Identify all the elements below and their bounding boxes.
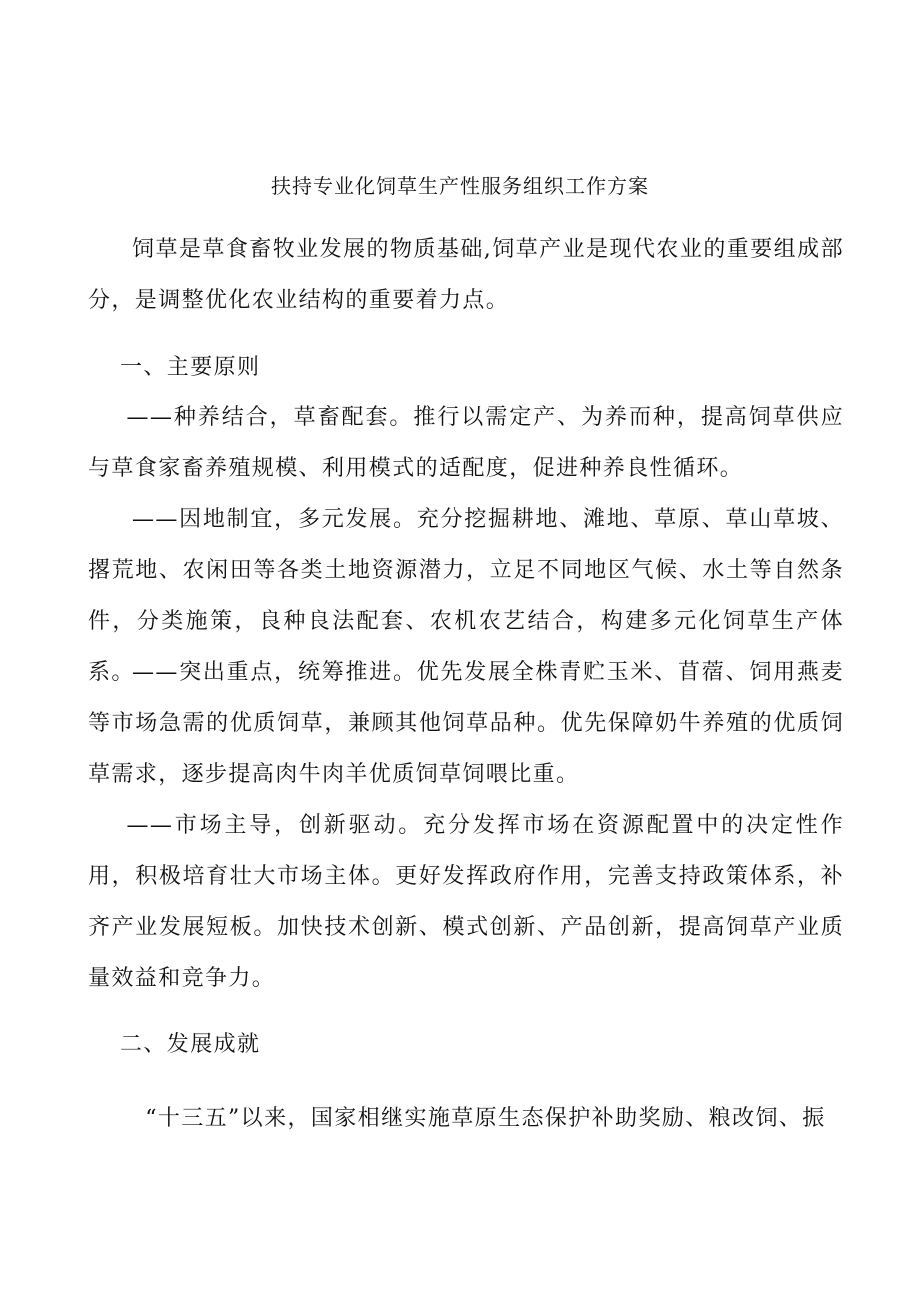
principle-paragraph: ——因地制宜，多元发展。充分挖掘耕地、滩地、草原、草山草坡、撂荒地、农闲田等各类土地资源潜力，立足不同地区气候、水土等自然条件，分类施策，良种良法配套、农机农艺结合，构建多元化饲草生产体系。	[88, 507, 844, 685]
section-heading-principles: 一、主要原则	[120, 355, 261, 380]
section-heading-achievements: 二、发展成就	[120, 1032, 261, 1057]
principle-paragraph: ——市场主导，创新驱动。充分发挥市场在资源配置中的决定性作用，积极培育壮大市场主体。更好发挥政府作用，完善支持政策体系，补齐产业发展短板。加快技术创新、模式创新、产品创新，提高饲草产业质量效益和竞争力。	[88, 813, 844, 991]
achievement-paragraph: “十三五”以来，国家相继实施草原生态保护补助奖励、粮改饲、振	[145, 1106, 826, 1131]
intro-paragraph: 饲草是草食畜牧业发展的物质基础,饲草产业是现代农业的重要组成部分，是调整优化农业结构的重要着力点。	[88, 237, 844, 313]
document-title: 扶持专业化饲草生产性服务组织工作方案	[271, 174, 649, 198]
principle-paragraph: ——突出重点，统筹推进。优先发展全株青贮玉米、苜蓿、饲用燕麦等市场急需的优质饲草，兼顾其他饲草品种。优先保障奶牛养殖的优质饲草需求，逐步提高肉牛肉羊优质饲草饲喂比重。	[88, 660, 844, 787]
principle-paragraph: ——种养结合，草畜配套。推行以需定产、为养而种，提高饲草供应与草食家畜养殖规模、利用模式的适配度，促进种养良性循环。	[88, 405, 844, 481]
